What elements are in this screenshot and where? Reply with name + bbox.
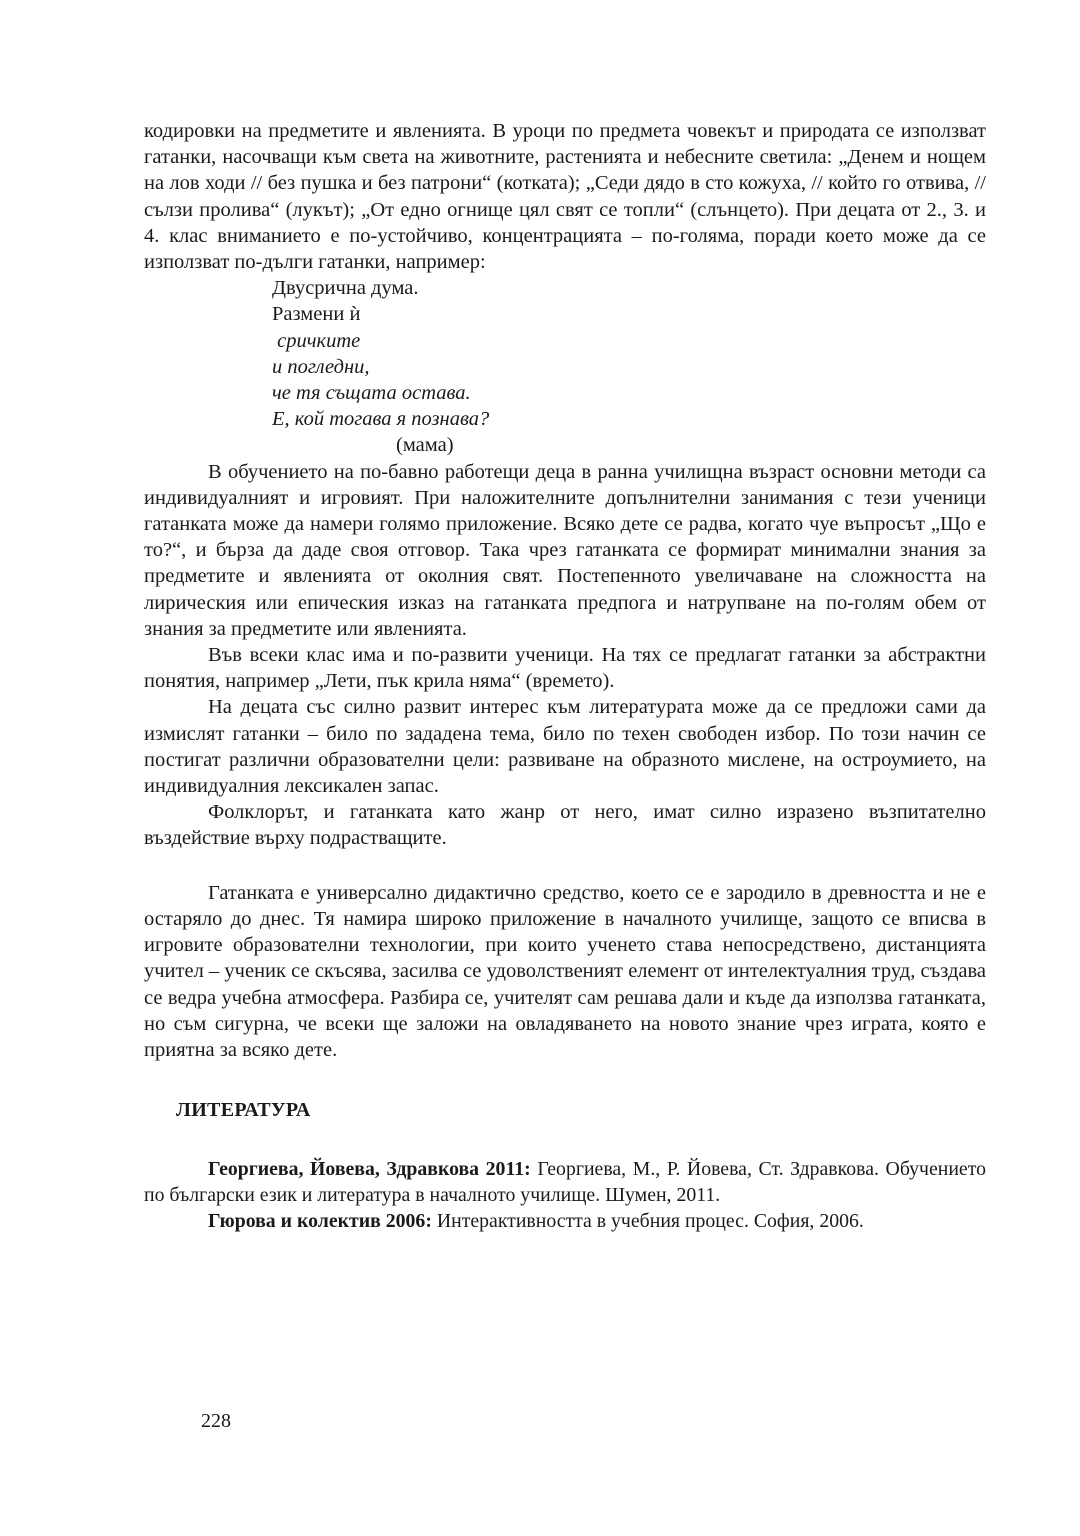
reference-key: Гюрова и колектив 2006: [208,1210,432,1233]
section-gap [144,852,986,880]
body-paragraph-2: В обучението на по-бавно работещи деца в ранна училищна възраст основни методи са индивидуалният и игровият. При наложителните допълнителни занимания с тези ученици гатанката може да намери голямо приложение. Всяко дете се радва, когато чуе въпросът „Що е то?“, и бърза да даде своя отговор. Така чрез гатанката се формират минимални знания за предметите и явленията от околния свят. Постепенното увеличаване на сложността на лирическия или епическия изказ на гатанката предпога и натрупване на по-голям обем от знания за предметите или явленията. [144,460,986,640]
poem-line-5: че тя същата остава. [272,382,471,405]
reference-item [144,1208,986,1234]
poem-line-1: Двусрична дума. [272,277,419,300]
poem-line-2: Размени ѝ [272,303,361,326]
body-paragraph-3: Във всеки клас има и по-развити ученици. На тях се предлагат гатанки за абстрактни понятия, например „Лети, пък крила няма“ (времето). [144,644,986,693]
references-heading: ЛИТЕРАТУРА [176,1099,311,1122]
poem-line-6: Е, кой тогава я познава? [272,408,490,431]
reference-key: Георгиева, Йовева, Здравкова 2011: [208,1158,531,1181]
body-paragraph-1: кодировки на предметите и явленията. В уроци по предмета човекът и природата се използват гатанки, насочващи към света на животните, растенията и небесните светила: „Денем и нощем на лов ходи // без пушка и без патрони“ (котката); „Седи дядо в сто кожуха, // който го отвива, // сълзи пролива“ (лукът); „От едно огнище цял свят се топли“ (слънцето). При децата от 2., 3. и 4. клас вниманието е по-устойчиво, концентрацията – по-голяма, поради което може да се използват по-дълги гатанки, например: [144,120,986,274]
poem-line-4: и погледни, [272,355,370,378]
page-content [144,118,986,1234]
reference-text: Георгиева, М., Р. Йовева, Ст. Здравкова. Обучението по български език и литература в началното училище. Шумен, 2011. [144,1158,986,1207]
reference-item [144,1156,986,1208]
body-paragraph-4: На децата със силно развит интерес към литературата може да се предложи сами да измислят гатанки – било по зададена тема, било по техен свободен избор. По този начин се постигат различни образователни цели: развиване на образното мислене, на остроумието, на индивидуалния лексикален запас. [144,696,986,798]
page-number: 228 [201,1410,231,1432]
poem-line-3: сричките [272,329,361,352]
poem-answer: (мама) [396,434,454,457]
body-paragraph-5: Фолклорът, и гатанката като жанр от него, имат силно изразено възпитателно въздействие върху подрастващите. [144,801,986,850]
reference-text: Интерактивността в учебния процес. София, 2006. [431,1210,864,1233]
riddle-poem [272,275,986,458]
body-paragraph-6: Гатанката е универсално дидактично средство, което се е зародило в древността и не е остаряло до днес. Тя намира широко приложение в началното училище, защото се вписва в игровите образователни технологии, при които ученето става непосредствено, дистанцията учител – ученик се скъсява, засилва се удоволственият елемент от интелектуалния труд, създава се ведра учебна атмосфера. Разбира се, учителят сам решава дали и къде да използва гатанката, но съм сигурна, че всеки ще заложи на овладяването на новото знание чрез играта, която е приятна за всяко дете. [144,881,986,1061]
references-list [144,1156,986,1234]
